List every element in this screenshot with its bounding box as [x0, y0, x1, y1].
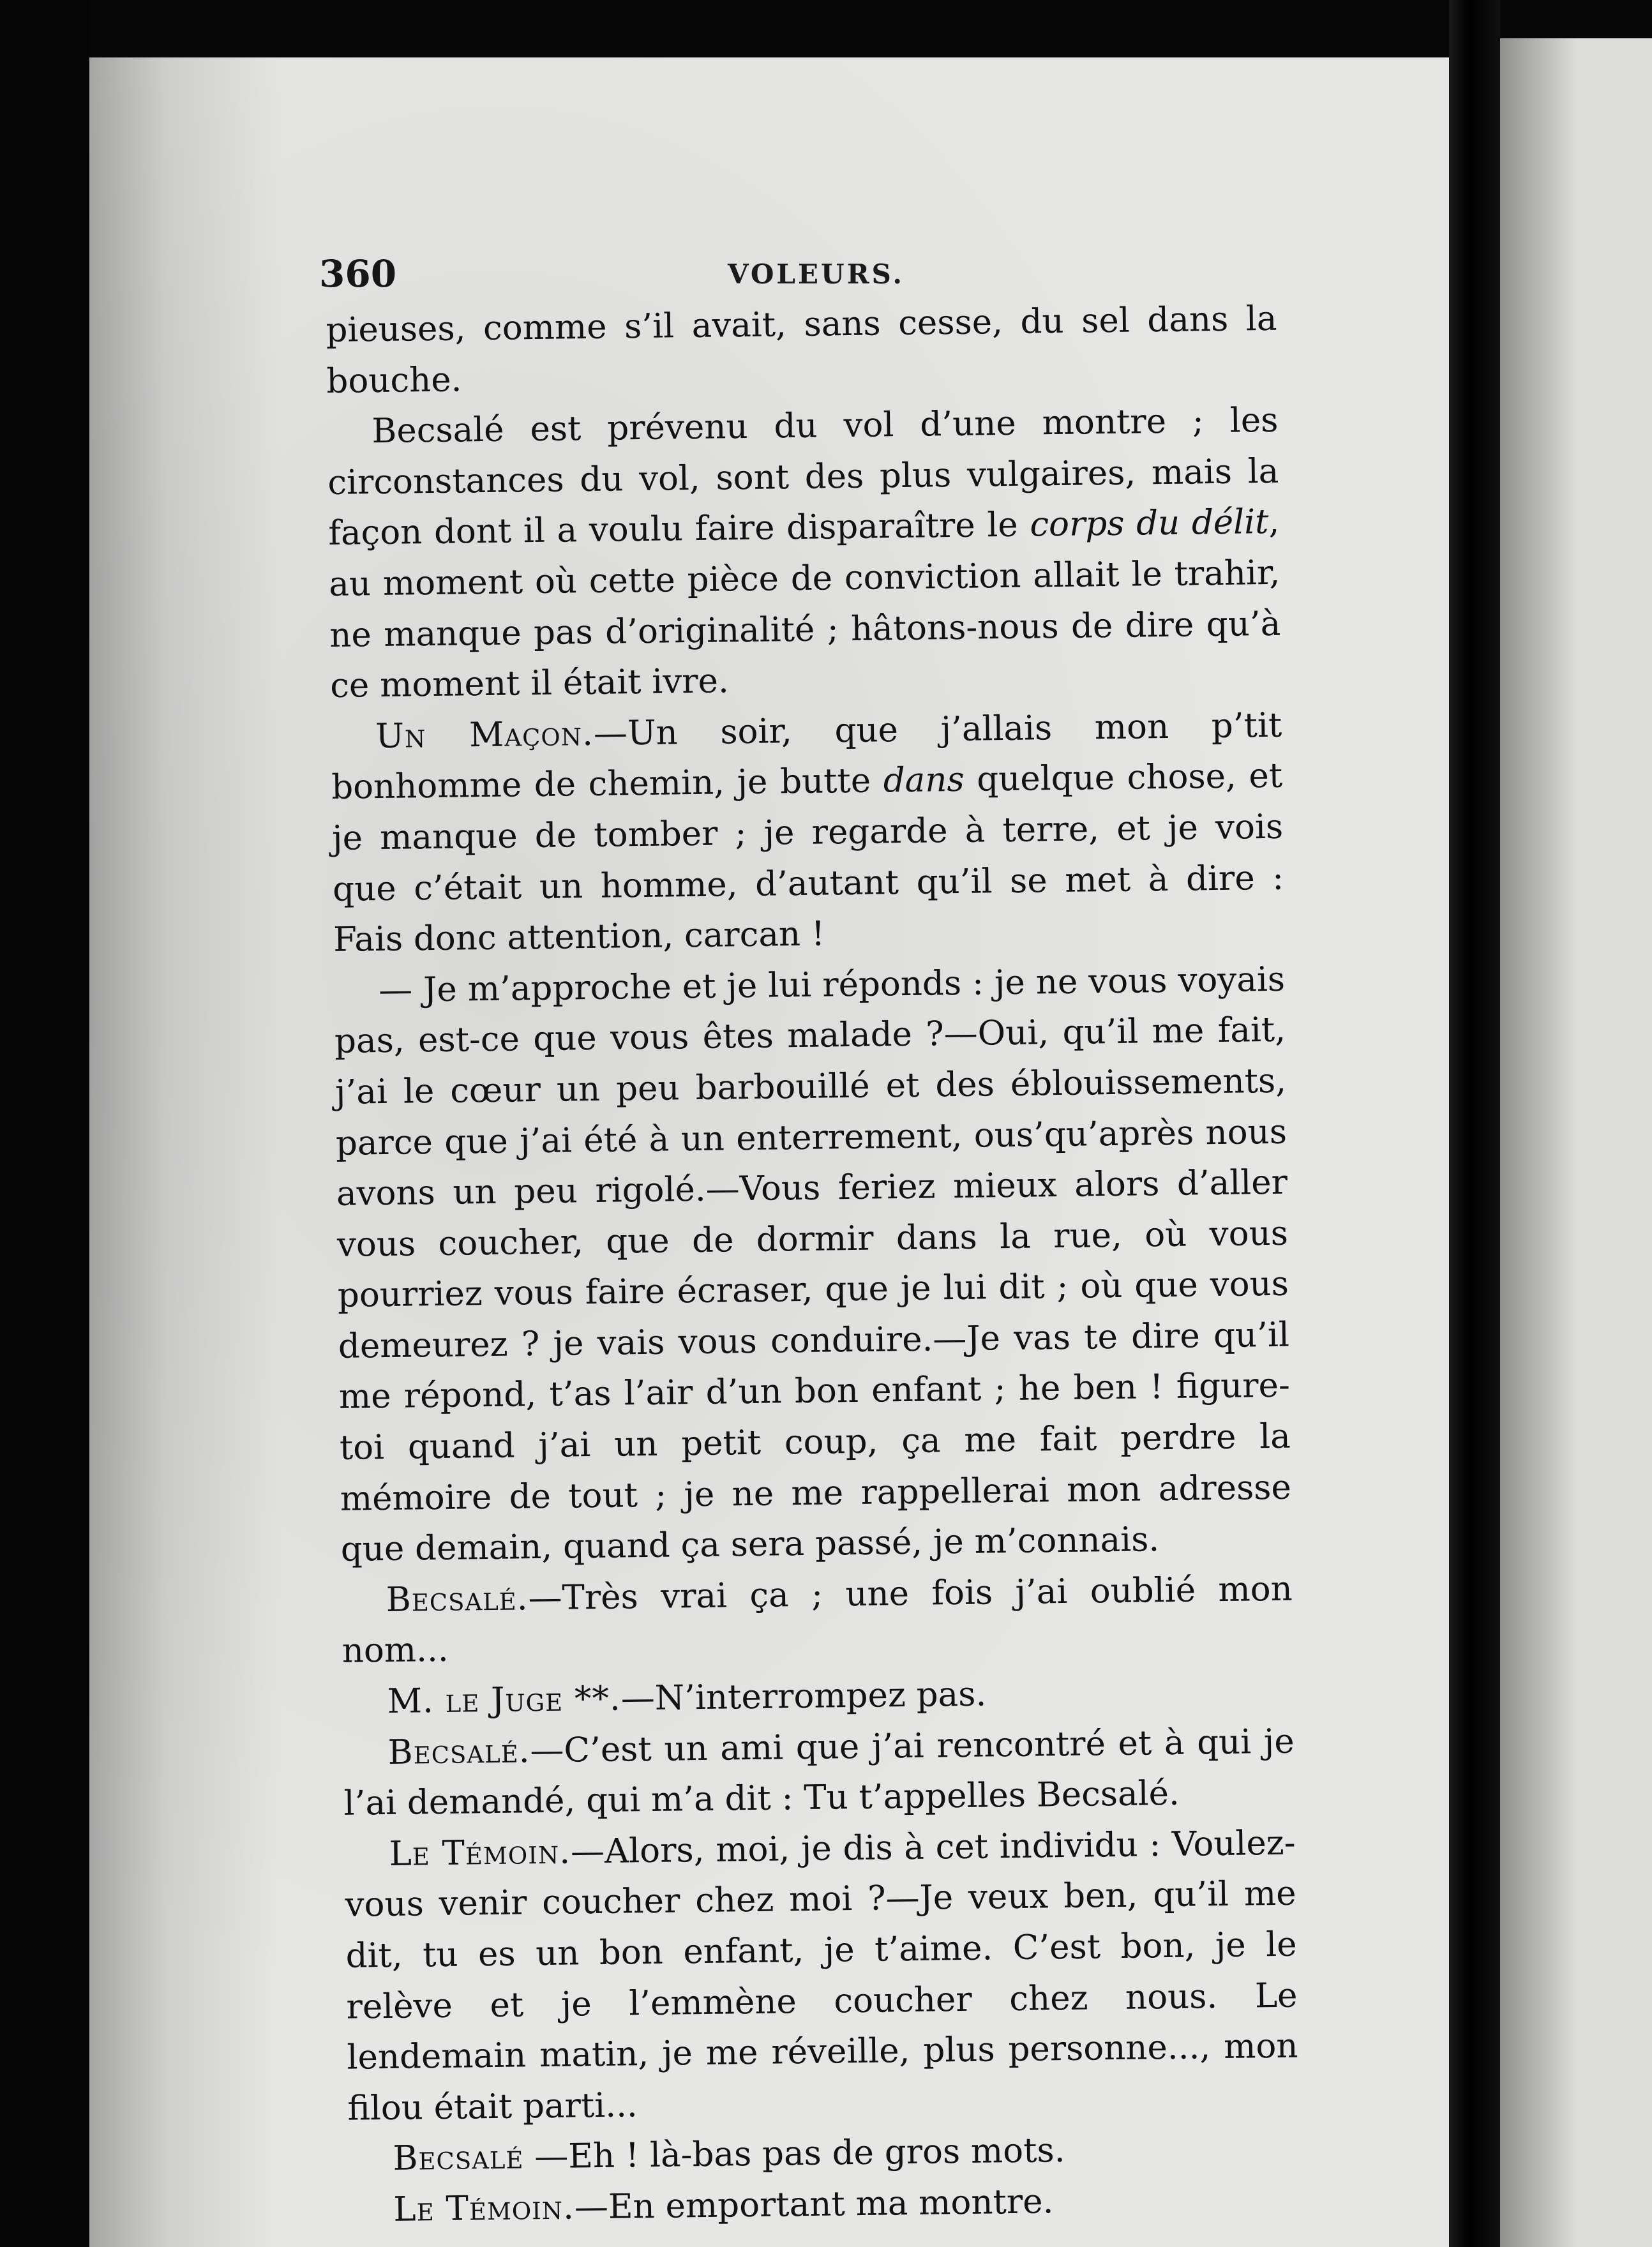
speaker-label: Becsalé.	[387, 1731, 530, 1772]
speaker-label: Becsalé.	[386, 1579, 529, 1619]
speaker-label: Un Maçon.	[375, 714, 594, 756]
paragraph: M. le Juge **.—N’interrompez pas.	[387, 1674, 987, 1722]
italic-phrase: dans	[883, 760, 965, 800]
speaker-label: M. le Juge **.	[387, 1679, 622, 1722]
paragraph: Le Témoin.—En emportant ma montre.	[393, 2182, 1054, 2229]
paragraph: Becsalé.—C’est un ami que j’ai rencontré et à qui je l’ai demandé, qui m’a dit : Tu t’appelles Becsalé.	[343, 1722, 1295, 1824]
speaker-label: Le Témoin.	[389, 1832, 571, 1874]
book-gutter	[1449, 0, 1500, 2247]
speaker-label: Le Témoin.	[393, 2188, 575, 2229]
running-head: VOLEURS.	[728, 259, 905, 290]
italic-phrase: corps du délit	[1030, 502, 1269, 545]
paragraph: — Je m’approche et je lui réponds : je ne vous voyais pas, est-ce que vous êtes malade ?—Oui, qu’il me fait, j’ai le cœur un peu barbouillé et des éblouissements, parce que j’ai été à un enterrement, ous’qu’après nous avons un peu rigolé.—Vous feriez mieux alors d’aller vous coucher, que de dormir dans la rue, où vous pourriez vous faire écraser, que je lui dit ; où que vous demeurez ? je vais vous conduire.—Je vas te dire qu’il me répond, t’as l’air d’un bon enfant ; he ben ! figure-toi quand j’ai un petit coup, ça me fait perdre la mémoire de tout ; je ne me rappellerai mon adresse que demain, quand ça sera passé, je m’connais.	[334, 959, 1292, 1570]
page-number: 360	[319, 252, 397, 296]
scan-border	[0, 0, 89, 2247]
paragraph: Le Témoin.—Alors, moi, je dis à cet individu : Voulez-vous venir coucher chez moi ?—Je veux ben, qu’il me dit, tu es un bon enfant, je t’aime. C’est bon, je le relève et je l’emmène coucher chez nous. Le lendemain matin, je me réveille, plus personne..., mon filou était parti...	[345, 1823, 1298, 2128]
body-text	[326, 294, 1300, 2236]
speaker-label: Becsalé	[393, 2137, 524, 2179]
paragraph: Becsalé —Eh ! là-bas pas de gros mots.	[393, 2131, 1065, 2179]
paragraph: Becsalé est prévenu du vol d’une montre ; les circonstances du vol, sont des plus vulgaires, mais la façon dont il a voulu faire disparaître le corps du délit, au moment où cette pièce de conviction allait le trahir, ne manque pas d’originalité ; hâtons-nous de dire qu’à ce moment il était ivre.	[327, 400, 1281, 706]
paragraph: Becsalé.—Très vrai ça ; une fois j’ai oublié mon nom...	[342, 1569, 1293, 1671]
paragraph: Un Maçon.—Un soir, que j’allais mon p’tit bonhomme de chemin, je butte dans quelque chose, et je manque de tomber ; je regarde à terre, et je vois que c’était un homme, d’autant qu’il se met à dire : Fais donc attention, carcan !	[331, 705, 1284, 960]
paragraph: pieuses, comme s’il avait, sans cesse, du sel dans la bouche.	[326, 299, 1277, 401]
facing-page-edge	[1500, 38, 1652, 2247]
